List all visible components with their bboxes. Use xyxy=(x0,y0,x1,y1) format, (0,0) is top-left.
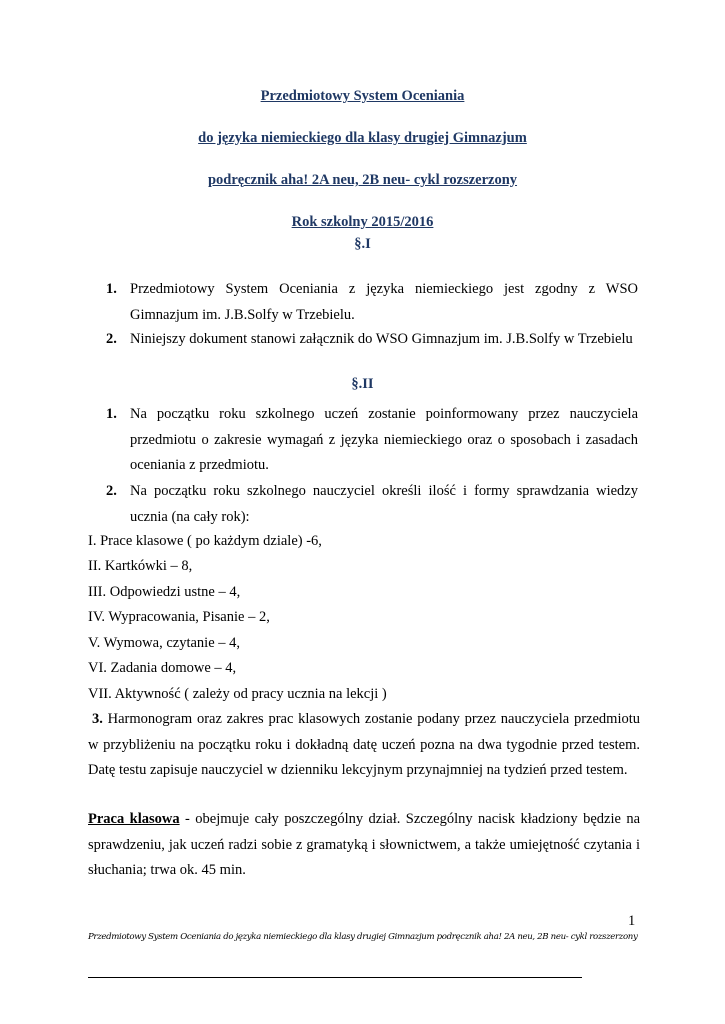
praca-klasowa-term: Praca klasowa xyxy=(88,811,180,827)
section-2-item-3 xyxy=(88,707,640,784)
section-1-item-2 xyxy=(88,327,638,353)
form-item: II. Kartkówki – 8, xyxy=(88,558,193,574)
section-2-item-1 xyxy=(88,402,638,479)
praca-klasowa-paragraph xyxy=(88,807,640,884)
page-number: 1 xyxy=(628,913,636,929)
item-number: 1. xyxy=(106,406,117,422)
form-item: IV. Wypracowania, Pisanie – 2, xyxy=(88,609,270,625)
item-text: Na początku roku szkolnego nauczyciel określi ilość i formy sprawdzania wiedzy ucznia (na cały rok): xyxy=(130,483,638,525)
item-number: 3. xyxy=(92,711,103,727)
school-year: Rok szkolny 2015/2016 xyxy=(291,214,434,230)
item-text: Harmonogram oraz zakres prac klasowych zostanie podany przez nauczyciela przedmiotu w przybliżeniu na początku roku i dokładną datę uczeń pozna na dwa tygodnie przed testem. Datę testu zapisuje nauczyciel w dzienniku lekcyjnym przynajmniej na tydzień przed testem. xyxy=(88,711,640,778)
praca-klasowa-text: - obejmuje cały poszczególny dział. Szczególny nacisk kładziony będzie na sprawdzeniu, jak uczeń radzi sobie z gramatyką i słownictwem, a także umiejętność czytania i słuchania; trwa ok. 45 min. xyxy=(88,811,641,878)
page-footer: Przedmiotowy System Oceniania do języka niemieckiego dla klasy drugiej Gimnazjum podręcznik aha! 2A neu, 2B neu- cykl rozszerzony xyxy=(88,932,638,942)
section-2-mark: §.II xyxy=(351,376,374,392)
form-item: V. Wymowa, czytanie – 4, xyxy=(88,635,241,651)
document-subtitle: do języka niemieckiego dla klasy drugiej Gimnazjum xyxy=(198,130,527,146)
form-item: VI. Zadania domowe – 4, xyxy=(88,660,237,676)
section-1-item-1 xyxy=(88,277,638,328)
item-text: Niniejszy dokument stanowi załącznik do WSO Gimnazjum im. J.B.Solfy w Trzebielu xyxy=(130,331,633,347)
section-2-item-2 xyxy=(88,479,638,530)
item-text: Przedmiotowy System Oceniania z języka niemieckiego jest zgodny z WSO Gimnazjum im. J.B.Solfy w Trzebielu. xyxy=(130,281,638,323)
item-text: Na początku roku szkolnego uczeń zostanie poinformowany przez nauczyciela przedmiotu o zakresie wymagań z języka niemieckiego oraz o sposobach i zasadach oceniania z przedmiotu. xyxy=(130,406,638,473)
section-1-mark: §.I xyxy=(354,236,371,252)
item-number: 2. xyxy=(106,331,117,347)
footer-rule xyxy=(88,977,582,978)
form-item: I. Prace klasowe ( po każdym dziale) -6, xyxy=(88,533,322,549)
form-item: III. Odpowiedzi ustne – 4, xyxy=(88,584,241,600)
textbook-title: podręcznik aha! 2A neu, 2B neu- cykl rozszerzony xyxy=(207,172,518,188)
document-title: Przedmiotowy System Oceniania xyxy=(260,88,465,104)
form-item: VII. Aktywność ( zależy od pracy ucznia na lekcji ) xyxy=(88,686,387,702)
item-number: 1. xyxy=(106,281,117,297)
item-number: 2. xyxy=(106,483,117,499)
